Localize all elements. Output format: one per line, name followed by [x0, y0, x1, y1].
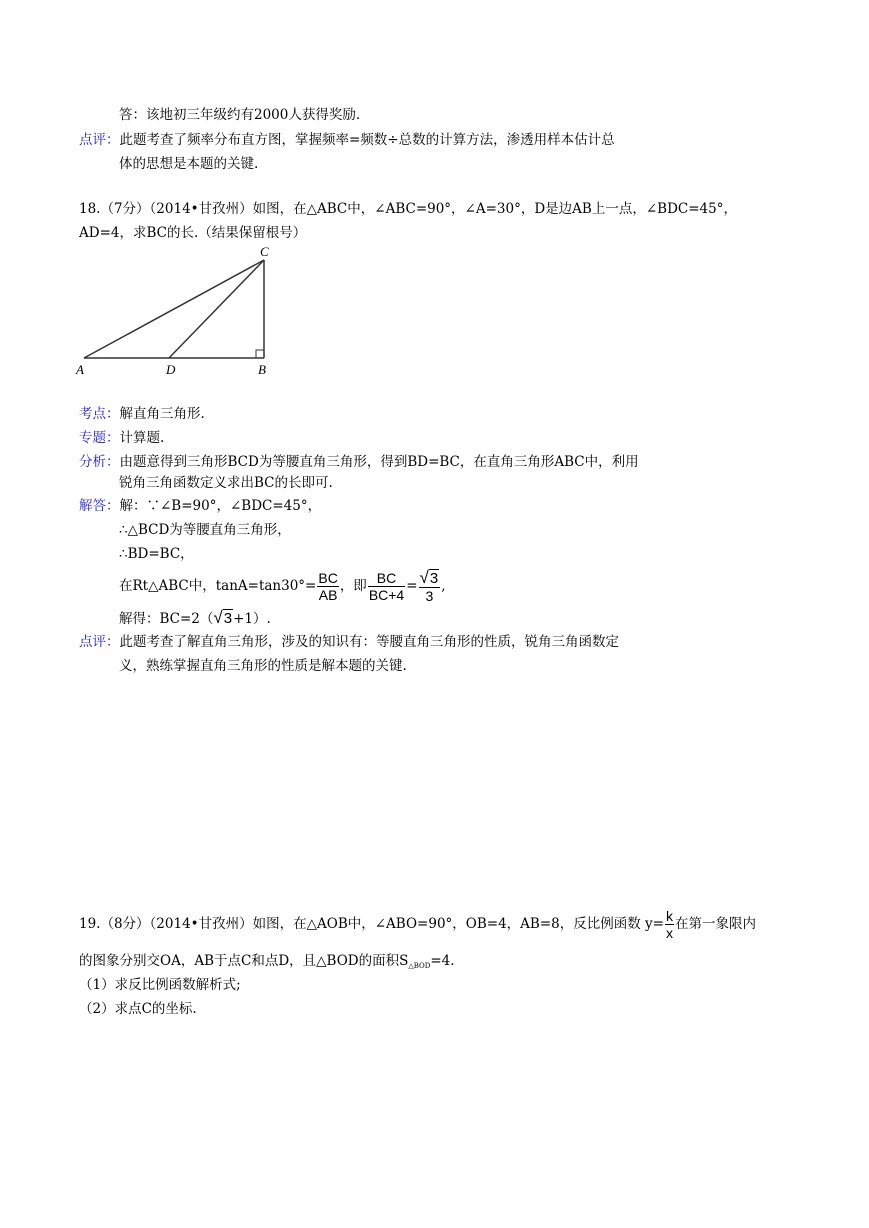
comment-tag: 点评： [79, 132, 120, 148]
q18-jieda-line4 [119, 568, 446, 604]
segment-dc [169, 260, 264, 358]
fraction-denominator: x [665, 925, 673, 941]
result-pre: 解得：BC=2（ [119, 611, 214, 627]
q19-stem-line2 [79, 952, 455, 975]
q18-jieda-line5 [119, 609, 271, 628]
q18-jieda-line1 [79, 497, 321, 515]
dianping-tag: 点评： [79, 634, 120, 650]
q18-dianping-line1 [79, 633, 619, 651]
label-d: D [166, 362, 176, 377]
sqrt-symbol: √ [419, 567, 429, 587]
q18-fenxi-line2: 锐角三角函数定义求出BC的长即可. [119, 475, 333, 491]
prev-answer: 答：该地初三年级约有2000人获得奖励. [119, 107, 361, 123]
tan-expression: 在Rt△ABC中，tanA=tan30°= [119, 578, 317, 594]
sqrt-symbol: √ [213, 608, 223, 627]
fraction-numerator: k [665, 908, 673, 924]
dianping-text: 此题考查了解直角三角形，涉及的知识有：等腰直角三角形的性质，锐角三角函数定 [119, 634, 619, 650]
prev-comment-line2: 体的思想是本题的关键. [119, 156, 259, 172]
fraction-bc-bc4 [368, 570, 405, 603]
area-subscript: △BOD [408, 962, 431, 970]
q18-stem-line1: 18.（7分）（2014•甘孜州）如图，在△ABC中，∠ABC=90°，∠A=30°，D是边AB上一点，∠BDC=45°， [79, 201, 737, 217]
q19-stem-line1 [79, 906, 756, 942]
label-c: C [260, 244, 269, 259]
ji-text: ，即 [339, 578, 367, 594]
trailing-comma: , [441, 578, 446, 594]
zhuanti-tag: 专题： [79, 430, 120, 446]
label-a: A [76, 362, 84, 377]
right-angle-mark [256, 350, 264, 358]
q18-stem-line2: AD=4，求BC的长.（结果保留根号） [79, 225, 307, 241]
q19-stem-pre: 19.（8分）（2014•甘孜州）如图，在△AOB中，∠ABO=90°，OB=4，AB=8，反比例函数 y= [79, 916, 664, 932]
fraction-numerator: BC [368, 570, 405, 587]
radicand: 3 [429, 569, 439, 587]
q18-jieda-line2: ∴△BCD为等腰直角三角形， [119, 522, 291, 538]
prev-comment-line1 [79, 131, 615, 149]
jieda-text: 解：∵∠B=90°，∠BDC=45°， [119, 498, 322, 514]
sqrt-expression [213, 610, 233, 627]
zhuanti-text: 计算题. [119, 430, 165, 446]
kaodian-tag: 考点： [79, 406, 120, 422]
q18-zhuanti [79, 429, 164, 447]
side-ac [84, 260, 264, 358]
q19-part2: （2）求点C的坐标. [79, 1001, 197, 1017]
fraction-denominator: AB [318, 587, 338, 603]
q19-stem-line2-pre: 的图象分别交OA，AB于点C和点D，且△BOD的面积S [79, 953, 409, 969]
fenxi-text: 由题意得到三角形BCD为等腰直角三角形，得到BD=BC，在直角三角形ABC中，利用 [119, 454, 639, 470]
radicand: 3 [223, 610, 233, 627]
q18-kaodian [79, 405, 205, 423]
fenxi-tag: 分析： [79, 454, 120, 470]
fraction-denominator: 3 [425, 587, 434, 604]
result-post: +1）. [233, 611, 271, 627]
fraction-k-x [665, 908, 674, 941]
q19-stem-post: 在第一象限内 [674, 916, 756, 932]
comment-text: 此题考查了频率分布直方图，掌握频率=频数÷总数的计算方法，渗透用样本估计总 [119, 132, 615, 148]
label-b: B [258, 362, 266, 377]
q18-triangle-figure [70, 240, 290, 380]
jieda-tag: 解答： [79, 498, 120, 514]
q18-dianping-line2: 义，熟练掌握直角三角形的性质是解本题的关键. [119, 658, 407, 674]
fraction-denominator: BC+4 [368, 587, 405, 603]
fraction-numerator: BC [318, 570, 338, 586]
equals-sign: = [406, 578, 418, 594]
q19-stem-line2-post: =4. [430, 953, 455, 969]
fraction-bc-ab [317, 570, 338, 603]
kaodian-text: 解直角三角形. [119, 406, 205, 422]
q19-part1: （1）求反比例函数解析式; [79, 977, 241, 993]
q18-fenxi-line1 [79, 453, 639, 471]
fraction-sqrt3-3 [419, 567, 441, 604]
q18-jieda-line3: ∴BD=BC， [119, 546, 194, 562]
sqrt-expression [419, 567, 440, 587]
